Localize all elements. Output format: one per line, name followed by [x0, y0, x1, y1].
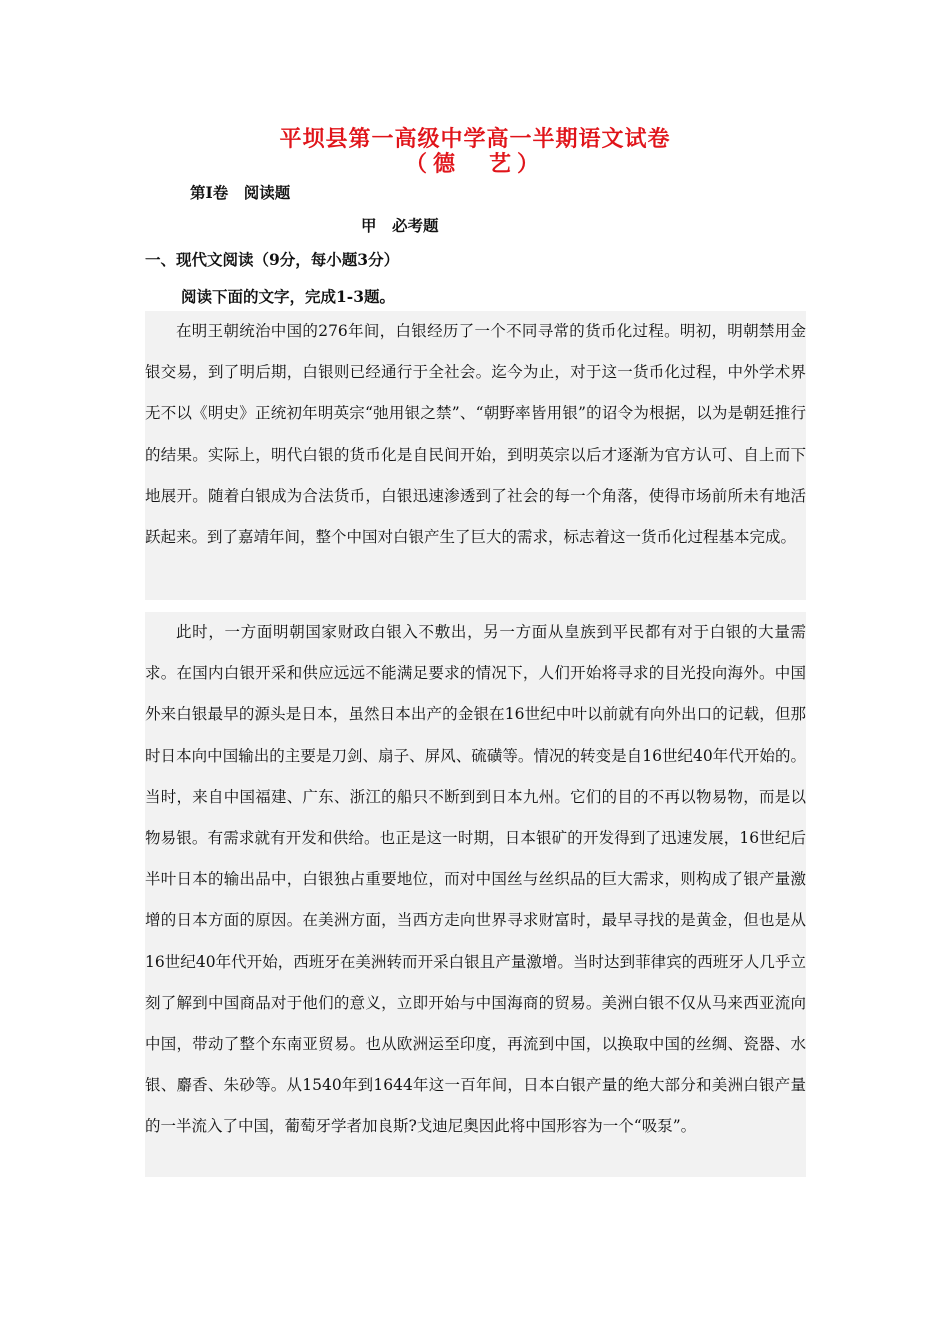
volume-heading: 第Ⅰ卷 阅读题	[190, 183, 291, 202]
reading-instruction: 阅读下面的文字，完成1-3题。	[181, 287, 396, 306]
document-title: 平坝县第一高级中学高一半期语文试卷	[279, 126, 671, 152]
section-heading: 甲 必考题	[361, 216, 439, 235]
question-heading: 一、现代文阅读（9分，每小题3分）	[145, 250, 400, 269]
passage-paragraph-1: 在明王朝统治中国的276年间，白银经历了一个不同寻常的货币化过程。明初，明朝禁用金银交易，到了明后期，白银则已经通行于全社会。迄今为止，对于这一货币化过程，中外学术界无不以《明史》正统初年明英宗“弛用银之禁”、“朝野率皆用银”的诏令为根据，以为是朝廷推行的结果。实际上，明代白银的货币化是自民间开始，到明英宗以后才逐渐为官方认可、自上而下地展开。随着白银成为合法货币，白银迅速渗透到了社会的每一个角落，使得市场前所未有地活跃起来。到了嘉靖年间，整个中国对白银产生了巨大的需求，标志着这一货币化过程基本完成。	[145, 311, 806, 600]
document-subtitle: （德 艺）	[404, 151, 545, 177]
passage-paragraph-2: 此时，一方面明朝国家财政白银入不敷出，另一方面从皇族到平民都有对于白银的大量需求。在国内白银开采和供应远远不能满足要求的情况下，人们开始将寻求的目光投向海外。中国外来白银最早的源头是日本，虽然日本出产的金银在16世纪中叶以前就有向外出口的记载，但那时日本向中国输出的主要是刀剑、扇子、屏风、硫磺等。情况的转变是自16世纪40年代开始的。当时，来自中国福建、广东、浙江的船只不断到到日本九州。它们的目的不再以物易物，而是以物易银。有需求就有开发和供给。也正是这一时期，日本银矿的开发得到了迅速发展，16世纪后半叶日本的输出品中，白银独占重要地位，而对中国丝与丝织品的巨大需求，则构成了银产量激增的日本方面的原因。在美洲方面，当西方走向世界寻求财富时，最早寻找的是黄金，但也是从16世纪40年代开始，西班牙在美洲转而开采白银且产量激增。当时达到菲律宾的西班牙人几乎立刻了解到中国商品对于他们的意义，立即开始与中国海商的贸易。美洲白银不仅从马来西亚流向中国，带动了整个东南亚贸易。也从欧洲运至印度，再流到中国，以换取中国的丝绸、瓷器、水银、麝香、朱砂等。从1540年到1644年这一百年间，日本白银产量的绝大部分和美洲白银产量的一半流入了中国，葡萄牙学者加良斯?戈迪尼奥因此将中国形容为一个“吸泵”。	[145, 612, 806, 1177]
